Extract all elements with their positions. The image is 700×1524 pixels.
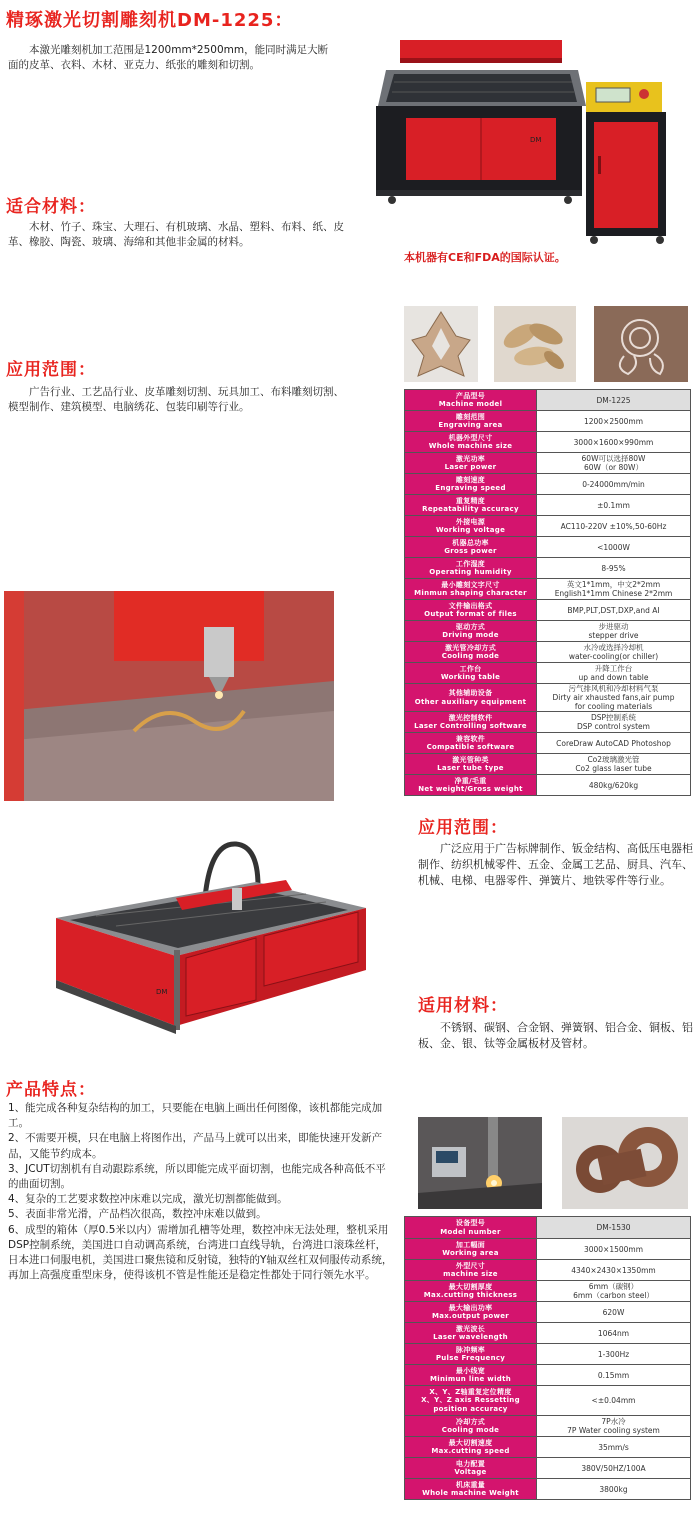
machine1-logo: DM bbox=[530, 136, 542, 144]
spec-row bbox=[405, 1365, 691, 1386]
spec-value-line: 7P水冷 bbox=[601, 1417, 626, 1426]
spec-value-line: 6mm（碳钢） bbox=[588, 1282, 639, 1291]
spec-label-line: Whole machine Weight bbox=[422, 1489, 519, 1497]
spec-value-line: 6mm（carbon steel） bbox=[573, 1291, 654, 1300]
spec-label-line: Engraving speed bbox=[435, 484, 506, 492]
spec-label bbox=[405, 1386, 537, 1416]
spec-value-line: 0.15mm bbox=[597, 1370, 630, 1380]
features-list bbox=[8, 1101, 396, 1283]
spec-label-line: 工作台 bbox=[459, 664, 482, 673]
spec-value-line: up and down table bbox=[578, 673, 649, 682]
spec-value bbox=[537, 1416, 691, 1437]
spec-value-line: DSP控制系统 bbox=[590, 713, 637, 722]
spec-value-line: 3800kg bbox=[599, 1484, 628, 1494]
spec-label bbox=[405, 390, 537, 411]
spec-value-line: 1200×2500mm bbox=[583, 416, 644, 426]
spec-label-line: 电力配置 bbox=[455, 1459, 486, 1468]
spec-value bbox=[537, 684, 691, 712]
spec-label-line: position accuracy bbox=[433, 1404, 508, 1413]
spec-label-line: 重复精度 bbox=[455, 496, 486, 505]
spec-value bbox=[537, 453, 691, 474]
spec-label-line: Whole machine size bbox=[428, 442, 513, 450]
spec-label-line: Max.cutting thickness bbox=[423, 1291, 518, 1299]
spec-value-line: BMP,PLT,DST,DXP,and AI bbox=[567, 605, 660, 615]
spec-value bbox=[537, 1302, 691, 1323]
spec-row bbox=[405, 1239, 691, 1260]
spec-value bbox=[537, 516, 691, 537]
spec-value bbox=[537, 390, 691, 411]
spec-value-line: AC110-220V ±10%,50-60Hz bbox=[560, 521, 667, 531]
laser-engraver-illustration bbox=[372, 36, 694, 248]
spec-value bbox=[537, 495, 691, 516]
spec-value bbox=[537, 474, 691, 495]
spec-label-line: Engraving area bbox=[438, 421, 503, 429]
spec-value bbox=[537, 663, 691, 684]
spec-label-line: Gross power bbox=[444, 547, 497, 555]
metal-leaf-illustration bbox=[494, 306, 576, 382]
spec-label-line: Driving mode bbox=[442, 631, 499, 639]
dm-1530-spec-table bbox=[404, 1216, 691, 1500]
spec-label bbox=[405, 621, 537, 642]
spec-value bbox=[537, 600, 691, 621]
machine2-logo: DM bbox=[156, 988, 168, 996]
spec-row bbox=[405, 1437, 691, 1458]
spec-value-line: CoreDraw AutoCAD Photoshop bbox=[556, 738, 671, 748]
spec-value-line: 4340×2430×1350mm bbox=[571, 1265, 656, 1275]
spec-row bbox=[405, 1479, 691, 1500]
spec-label-line: 最大切割厚度 bbox=[448, 1282, 493, 1291]
spec-row bbox=[405, 642, 691, 663]
materials-heading-2: 适用材料： bbox=[418, 996, 508, 1016]
spec-label bbox=[405, 411, 537, 432]
spec-label-line: 激光功率 bbox=[455, 454, 486, 463]
wood-snowflake-sample-photo bbox=[404, 306, 478, 382]
spec-value-line: 3000×1500mm bbox=[583, 1244, 644, 1254]
metal-part-sample-photo bbox=[562, 1117, 688, 1209]
spec-label-line: Laser wavelength bbox=[433, 1333, 508, 1341]
spec-label-line: 外型尺寸 bbox=[455, 1261, 486, 1270]
spec-value bbox=[537, 712, 691, 733]
spec-row bbox=[405, 1260, 691, 1281]
spec-label-line: Laser power bbox=[444, 463, 497, 471]
spec-label-line: 脉冲频率 bbox=[455, 1345, 486, 1354]
fiber-laser-cutter-photo bbox=[36, 830, 382, 1038]
spec-label-line: 激光管冷却方式 bbox=[444, 643, 497, 652]
spec-row bbox=[405, 579, 691, 600]
spec-value bbox=[537, 642, 691, 663]
spec-label-line: Working area bbox=[442, 1249, 499, 1257]
feature-item: 5、表面非常光滑，产品档次很高，数控冲床难以做到。 bbox=[8, 1208, 267, 1221]
metal-leaf-sample-photo bbox=[494, 306, 576, 382]
spec-label bbox=[405, 642, 537, 663]
spec-label bbox=[405, 516, 537, 537]
spec-value-line: Co2玻璃激光管 bbox=[587, 755, 640, 764]
spec-label-line: Net weight/Gross weight bbox=[418, 785, 523, 793]
spec-label-line: Working voltage bbox=[435, 526, 506, 534]
materials-heading: 适合材料： bbox=[6, 197, 96, 217]
spec-label bbox=[405, 600, 537, 621]
spec-label bbox=[405, 1302, 537, 1323]
spec-label-line: 设备型号 bbox=[455, 1219, 486, 1227]
spec-row bbox=[405, 474, 691, 495]
spec-label-line: Output format of files bbox=[424, 610, 517, 618]
spec-row bbox=[405, 453, 691, 474]
spec-label bbox=[405, 1260, 537, 1281]
spec-label-line: Laser tube type bbox=[437, 764, 504, 772]
spec-label-line: 机器外型尺寸 bbox=[448, 433, 493, 442]
intro-text: 本激光雕刻机加工范围是1200mm*2500mm，能同时满足大断面的皮革、衣料、木材、亚克力、纸张的雕刻和切割。 bbox=[8, 44, 329, 71]
wood-cutout-illustration bbox=[404, 306, 478, 382]
spec-value-line: 35mm/s bbox=[598, 1442, 629, 1452]
spec-value-line: 1-300Hz bbox=[597, 1349, 630, 1359]
spec-label bbox=[405, 684, 537, 712]
spec-value bbox=[537, 754, 691, 775]
spec-label bbox=[405, 495, 537, 516]
spec-label-line: Cooling mode bbox=[441, 652, 500, 660]
spec-row bbox=[405, 1344, 691, 1365]
spec-row bbox=[405, 775, 691, 796]
spec-value bbox=[537, 579, 691, 600]
spec-label-line: 最小雕刻文字尺寸 bbox=[441, 580, 500, 589]
spec-label-line: Repeatability accuracy bbox=[422, 505, 519, 513]
spec-value-line: 60W可以选择80W bbox=[581, 454, 646, 463]
spec-value bbox=[537, 1344, 691, 1365]
spec-value-line: 60W（or 80W） bbox=[584, 463, 643, 472]
spec-label-line: 雕刻速度 bbox=[455, 475, 486, 484]
spec-label bbox=[405, 1416, 537, 1437]
spec-row bbox=[405, 754, 691, 775]
spec-label bbox=[405, 558, 537, 579]
spec-value-line: ±0.1mm bbox=[597, 500, 630, 510]
spec-label-line: X、Y、Z axis Ressetting bbox=[421, 1396, 520, 1405]
spec-value bbox=[537, 1479, 691, 1500]
spec-label bbox=[405, 733, 537, 754]
spec-label-line: Working table bbox=[440, 673, 501, 681]
spec-label-line: 激光控制软件 bbox=[448, 713, 493, 722]
spec-label bbox=[405, 1365, 537, 1386]
spec-row bbox=[405, 537, 691, 558]
spec-row bbox=[405, 1281, 691, 1302]
spec-label bbox=[405, 1437, 537, 1458]
spec-label bbox=[405, 579, 537, 600]
spec-label bbox=[405, 775, 537, 796]
spec-label bbox=[405, 1344, 537, 1365]
spec-value-line: 480kg/620kg bbox=[588, 780, 639, 790]
spec-value bbox=[537, 1458, 691, 1479]
spec-row bbox=[405, 495, 691, 516]
dm-1225-spec-table bbox=[404, 389, 691, 796]
spec-label bbox=[405, 1217, 537, 1239]
spec-row bbox=[405, 1302, 691, 1323]
spec-label bbox=[405, 537, 537, 558]
spec-value-line: Dirty air xhausted fans,air pump bbox=[552, 693, 675, 702]
spec-label-line: 驱动方式 bbox=[455, 622, 486, 631]
feature-item: 1、能完成各种复杂结构的加工，只要能在电脑上画出任何图像，该机都能完成加工。 bbox=[8, 1102, 383, 1130]
spec-row bbox=[405, 733, 691, 754]
applications-text-2: 广泛应用于广告标牌制作、钣金结构、高低压电器柜制作、纺织机械零件、五金、金属工艺品、厨具、汽车、机械、电梯、电器零件、弹簧片、地铁零件等行业。 bbox=[418, 842, 693, 887]
features-heading: 产品特点： bbox=[6, 1080, 96, 1100]
spec-label-line: Minimun line width bbox=[429, 1375, 512, 1383]
fiber-laser-cutter-illustration bbox=[36, 830, 382, 1038]
spec-value bbox=[537, 1281, 691, 1302]
spec-row bbox=[405, 621, 691, 642]
spec-row bbox=[405, 1458, 691, 1479]
cutting-head-illustration bbox=[4, 591, 334, 801]
acrylic-rose-sample-photo bbox=[594, 306, 688, 382]
spec-label-line: Laser Controlling software bbox=[414, 722, 527, 730]
spec-row bbox=[405, 411, 691, 432]
applications-text: 广告行业、工艺品行业、皮革雕刻切割、玩具加工、布料雕刻切割、模型制作、建筑模型、电脑绣花、包装印刷等行业。 bbox=[8, 386, 344, 413]
cutting-process-illustration bbox=[418, 1117, 542, 1209]
spec-value bbox=[537, 1260, 691, 1281]
feature-item: 6、成型的箱体（厚0.5米以内）需增加孔槽等处理，数控冲床无法处理，整机采用DSP控制系统，美国进口自动调高系统，台湾进口直线导轨，台湾进口滚珠丝杆，日本进口伺服电机，美国进口聚焦镜和反射镜，独特的Y轴双丝杠双伺服传动系统，再加上高强度重型床身，使得该机不管是性能还是稳定性都处于同行领先水平。 bbox=[8, 1223, 393, 1282]
spec-label-line: 其他辅助设备 bbox=[448, 689, 493, 697]
spec-row bbox=[405, 432, 691, 453]
spec-label bbox=[405, 712, 537, 733]
spec-row bbox=[405, 1217, 691, 1239]
feature-item: 4、复杂的工艺要求数控冲床难以完成，激光切割都能做到。 bbox=[8, 1193, 288, 1206]
spec-label-line: 最小线宽 bbox=[455, 1366, 486, 1375]
spec-label bbox=[405, 1281, 537, 1302]
spec-row bbox=[405, 558, 691, 579]
spec-value-line: 升降工作台 bbox=[594, 664, 633, 673]
spec-value bbox=[537, 558, 691, 579]
acrylic-rose-illustration bbox=[594, 306, 688, 382]
spec-value bbox=[537, 733, 691, 754]
certification-note: 本机器有CE和FDA的国际认证。 bbox=[404, 251, 566, 264]
spec-value-line: 污气排风机和冷却材料气泵 bbox=[568, 684, 659, 693]
spec-value-line: water-cooling(or chiller) bbox=[568, 652, 659, 661]
cutting-process-photo bbox=[418, 1117, 542, 1209]
laser-engraver-photo bbox=[372, 36, 694, 248]
spec-label bbox=[405, 1323, 537, 1344]
spec-label-line: Operating humidity bbox=[429, 568, 512, 576]
spec-label-line: 最大切割速度 bbox=[448, 1438, 493, 1447]
spec-row bbox=[405, 1416, 691, 1437]
spec-label bbox=[405, 1479, 537, 1500]
spec-label bbox=[405, 1458, 537, 1479]
spec-row bbox=[405, 684, 691, 712]
spec-value-line: Co2 glass laser tube bbox=[575, 764, 652, 773]
spec-label-line: 兼容软件 bbox=[455, 734, 486, 743]
spec-label-line: 雕刻范围 bbox=[455, 412, 486, 421]
spec-label-line: Pulse Frequency bbox=[435, 1354, 506, 1362]
materials-text-2: 不锈钢、碳钢、合金钢、弹簧钢、铝合金、铜板、铝板、金、银、钛等金属板材及管材。 bbox=[418, 1021, 693, 1050]
spec-label-line: 最大输出功率 bbox=[448, 1303, 493, 1312]
spec-row bbox=[405, 1323, 691, 1344]
spec-label-line: Cooling mode bbox=[441, 1426, 500, 1434]
spec-value-line: English1*1mm Chinese 2*2mm bbox=[554, 589, 673, 598]
spec-label-line: 文件输出格式 bbox=[448, 601, 493, 610]
spec-label-line: Voltage bbox=[454, 1468, 487, 1476]
spec-value bbox=[537, 1365, 691, 1386]
metal-part-illustration bbox=[562, 1117, 688, 1209]
spec-value bbox=[537, 1386, 691, 1416]
spec-label-line: machine size bbox=[443, 1270, 498, 1278]
materials-text: 木材、竹子、珠宝、大理石、有机玻璃、水晶、塑料、布料、纸、皮革、橡胶、陶瓷、玻璃、海绵和其他非金属的材料。 bbox=[8, 221, 344, 248]
spec-label-line: 加工幅面 bbox=[455, 1240, 486, 1249]
spec-value-line: <±0.04mm bbox=[591, 1396, 636, 1405]
spec-value bbox=[537, 1217, 691, 1239]
page-title: 精琢激光切割雕刻机DM-1225： bbox=[6, 10, 294, 31]
spec-label-line: 工作湿度 bbox=[455, 559, 486, 568]
spec-label bbox=[405, 1239, 537, 1260]
spec-label-line: 外接电源 bbox=[455, 517, 486, 526]
applications-heading: 应用范围： bbox=[6, 360, 96, 380]
spec-value-line: 步进驱动 bbox=[598, 622, 629, 631]
applications-heading-2: 应用范围： bbox=[418, 818, 508, 838]
spec-label-line: X、Y、Z轴重复定位精度 bbox=[429, 1387, 512, 1396]
spec-value-line: 英文1*1mm，中文2*2mm bbox=[566, 580, 661, 589]
spec-value-line: DM-1530 bbox=[596, 1223, 631, 1232]
spec-label-line: 机器总功率 bbox=[452, 538, 489, 547]
feature-item: 2、不需要开模，只在电脑上将图作出，产品马上就可以出来，即能快速开发新产品，又能节约成本。 bbox=[8, 1132, 383, 1160]
spec-value-line: 7P Water cooling system bbox=[567, 1426, 660, 1435]
spec-row bbox=[405, 1386, 691, 1416]
spec-label-line: 激光波长 bbox=[455, 1324, 486, 1333]
spec-label-line: Model number bbox=[440, 1227, 501, 1236]
spec-label-line: Minmun shaping character bbox=[414, 589, 527, 597]
spec-label bbox=[405, 453, 537, 474]
spec-value bbox=[537, 775, 691, 796]
spec-value-line: 水冷或选择冷却机 bbox=[583, 643, 644, 652]
spec-value-line: 3000×1600×990mm bbox=[573, 437, 654, 447]
spec-label-line: 净重/毛重 bbox=[454, 776, 487, 785]
spec-value-line: 0-24000mm/min bbox=[582, 479, 645, 489]
spec-value-line: DSP control system bbox=[577, 722, 650, 731]
spec-value-line: 1064nm bbox=[597, 1328, 630, 1338]
spec-label-line: Max.output power bbox=[431, 1312, 510, 1320]
spec-value-line: 620W bbox=[602, 1307, 625, 1317]
spec-row bbox=[405, 516, 691, 537]
spec-value-line: 8-95% bbox=[601, 563, 626, 573]
spec-row bbox=[405, 663, 691, 684]
spec-value bbox=[537, 1323, 691, 1344]
spec-label-line: Compatible software bbox=[426, 743, 515, 751]
spec-row bbox=[405, 390, 691, 411]
spec-label bbox=[405, 432, 537, 453]
spec-label bbox=[405, 754, 537, 775]
spec-value-line: for cooling materials bbox=[574, 702, 653, 711]
spec-value bbox=[537, 1239, 691, 1260]
spec-row bbox=[405, 600, 691, 621]
spec-value-line: <1000W bbox=[597, 542, 630, 552]
spec-value bbox=[537, 411, 691, 432]
spec-label-line: Max.cutting speed bbox=[431, 1447, 510, 1455]
spec-value-line: stepper drive bbox=[588, 631, 639, 640]
cutting-head-closeup-photo bbox=[4, 591, 334, 801]
spec-value-line: 380V/50HZ/100A bbox=[581, 1463, 646, 1473]
spec-value bbox=[537, 1437, 691, 1458]
spec-value-line: DM-1225 bbox=[596, 395, 631, 405]
spec-value bbox=[537, 537, 691, 558]
spec-value bbox=[537, 621, 691, 642]
spec-label bbox=[405, 663, 537, 684]
spec-label-line: 激光管种类 bbox=[452, 755, 489, 764]
spec-label-line: 产品型号 bbox=[455, 391, 486, 400]
spec-label-line: Other auxiliary equipment bbox=[414, 697, 527, 706]
spec-row bbox=[405, 712, 691, 733]
feature-item: 3、JCUT切割机有自动跟踪系统，所以即能完成平面切割，也能完成各种高低不平的曲面切割。 bbox=[8, 1162, 386, 1191]
spec-label-line: Machine model bbox=[438, 400, 503, 408]
spec-label-line: 冷却方式 bbox=[455, 1417, 486, 1426]
spec-label bbox=[405, 474, 537, 495]
spec-value bbox=[537, 432, 691, 453]
spec-label-line: 机床重量 bbox=[455, 1480, 486, 1489]
